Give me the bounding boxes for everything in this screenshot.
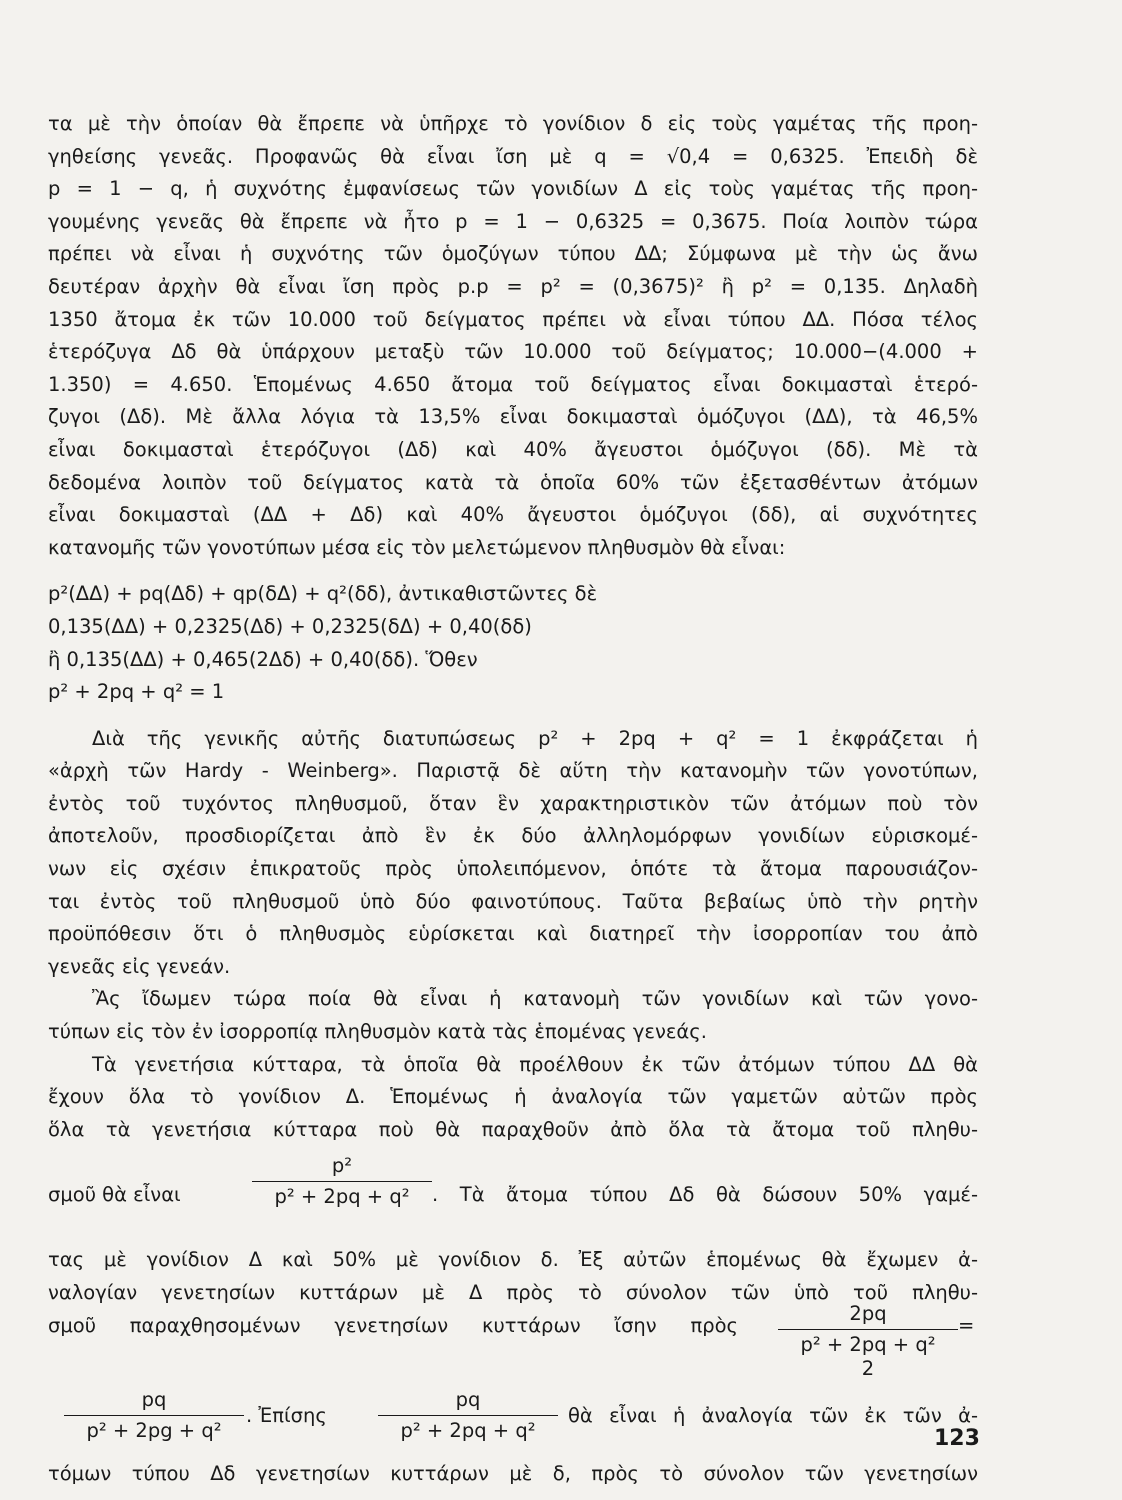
text-line: ται ἐντὸς τοῦ πληθυσμοῦ ὑπὸ δύο φαινοτύπους. Ταῦτα βεβαίως ὑπὸ τὴν ρητὴν xyxy=(48,889,978,913)
text-line: ἀποτελοῦν, προσδιορίζεται ἀπὸ ἓν ἐκ δύο ἀλληλομόρφων γονιδίων εὑρισκομέ- xyxy=(48,824,978,848)
text-line: δεδομένα λοιπὸν τοῦ δείγματος κατὰ τὰ ὁποῖα 60% τῶν ἐξετασθέντων ἀτόμων xyxy=(48,470,978,494)
text-line: κατανομῆς τῶν γονοτύπων μέσα εἰς τὸν μελετώμενον πληθυσμὸν θὰ εἶναι: xyxy=(48,535,786,559)
fraction-row-1 xyxy=(48,1146,978,1244)
paragraph-2 xyxy=(48,723,978,984)
paragraph-5 xyxy=(48,1244,978,1309)
fraction-row-3 xyxy=(48,1380,978,1458)
text-line: ζυγοι (Δδ). Μὲ ἄλλα λόγια τὰ 13,5% εἶναι δοκιμασταὶ ὁμόζυγοι (ΔΔ), τὰ 46,5% xyxy=(48,405,978,429)
fraction xyxy=(64,1388,244,1443)
text-line: «ἀρχὴ τῶν Hardy - Weinberg». Παριστᾷ δὲ αὕτη τὴν κατανομὴν τῶν γονοτύπων, xyxy=(48,759,978,783)
fraction-denominator: p² + 2pq + q² xyxy=(400,1418,536,1442)
text-line: ἑτερόζυγα Δδ θὰ ὑπάρχουν μεταξὺ τῶν 10.000 τοῦ δείγματος; 10.000−(4.000 + xyxy=(48,340,978,364)
equation-line: ἢ 0,135(ΔΔ) + 0,465(2Δδ) + 0,40(δδ). Ὅθεν xyxy=(48,647,478,671)
text-line: εἶναι δοκιμασταὶ ἑτερόζυγοι (Δδ) καὶ 40% ἄγευστοι ὁμόζυγοι (δδ). Μὲ τὰ xyxy=(48,437,978,461)
paragraph-3 xyxy=(48,983,978,1048)
fraction-row-2 xyxy=(48,1301,978,1380)
text-line: τύπων εἰς τὸν ἐν ἰσορροπίᾳ πληθυσμὸν κατὰ τὰς ἑπομένας γενεάς. xyxy=(48,1020,707,1044)
fraction-denominator: p² + 2pg + q² xyxy=(86,1418,222,1442)
text-line: 1.350) = 4.650. Ἑπομένως 4.650 ἄτομα τοῦ δείγματος εἶναι δοκιμασταὶ ἑτερό- xyxy=(48,372,978,396)
fraction-divisor: 2 xyxy=(861,1356,875,1380)
text-line: 1350 ἄτομα ἐκ τῶν 10.000 τοῦ δείγματος πρέπει νὰ εἶναι τύπου ΔΔ. Πόσα τέλος xyxy=(48,307,978,331)
text-line: τας μὲ γονίδιον Δ καὶ 50% μὲ γονίδιον δ. Ἐξ αὐτῶν ἑπομένως θὰ ἔχωμεν ἀ- xyxy=(48,1248,978,1272)
fraction-numerator: pq xyxy=(141,1387,167,1411)
equation-line: p² + 2pq + q² = 1 xyxy=(48,680,225,704)
fraction-lead-text: σμοῦ παραχθησομένων γενετησίων κυττάρων ἴσην πρὸς xyxy=(48,1313,738,1337)
equation-line: p²(ΔΔ) + pq(Δδ) + qp(δΔ) + q²(δδ), ἀντικαθιστῶντες δὲ xyxy=(48,582,598,606)
fraction-tail-text: θὰ εἶναι ἡ ἀναλογία τῶν ἐκ τῶν ἀ- xyxy=(568,1403,978,1427)
text-line: ναλογίαν γενετησίων κυττάρων μὲ Δ πρὸς τὸ σύνολον τῶν ὑπὸ τοῦ πληθυ- xyxy=(48,1281,978,1304)
fraction-denominator: p² + 2pq + q² xyxy=(274,1185,410,1209)
paragraph-1 xyxy=(48,108,978,564)
text-line: γουμένης γενεᾶς θὰ ἔπρεπε νὰ ἦτο p = 1 − 0,6325 = 0,3675. Ποία λοιπὸν τώρα xyxy=(48,209,978,233)
text-line: προϋπόθεσιν ὅτι ὁ πληθυσμὸς εὑρίσκεται καὶ διατηρεῖ τὴν ἰσορροπίαν του ἀπὸ xyxy=(48,922,978,946)
fraction xyxy=(252,1154,432,1209)
text-line: τόμων τύπου Δδ γενετησίων κυττάρων μὲ δ, πρὸς τὸ σύνολον τῶν γενετησίων xyxy=(48,1461,978,1485)
equation-line: 0,135(ΔΔ) + 0,2325(Δδ) + 0,2325(δΔ) + 0,40(δδ) xyxy=(48,614,532,638)
equations-block xyxy=(48,578,978,708)
fraction-middle-text: . Ἐπίσης xyxy=(246,1403,327,1427)
fraction-numerator: pq xyxy=(455,1387,481,1411)
equals-sign: = xyxy=(958,1313,975,1337)
fraction-numerator: 2pq xyxy=(849,1301,887,1325)
fraction xyxy=(378,1388,558,1443)
text-line: p = 1 − q, ἡ συχνότης ἐμφανίσεως τῶν γονιδίων Δ εἰς τοὺς γαμέτας τῆς προη- xyxy=(48,177,978,201)
text-line: γενεᾶς εἰς γενεάν. xyxy=(48,954,231,978)
text-line: ἔχουν ὅλα τὸ γονίδιον Δ. Ἑπομένως ἡ ἀναλογία τῶν γαμετῶν αὐτῶν πρὸς xyxy=(48,1085,978,1109)
page-body xyxy=(48,108,978,1490)
text-line: Τὰ γενετήσια κύτταρα, τὰ ὁποῖα θὰ προέλθουν ἐκ τῶν ἀτόμων τύπου ΔΔ θὰ xyxy=(92,1052,978,1076)
text-line: γηθείσης γενεᾶς. Προφανῶς θὰ εἶναι ἴση μὲ q = √0,4 = 0,6325. Ἐπειδὴ δὲ xyxy=(48,144,978,168)
text-line: εἶναι δοκιμασταὶ (ΔΔ + Δδ) καὶ 40% ἄγευστοι ὁμόζυγοι (δδ), αἱ συχνότητες xyxy=(48,503,978,527)
fraction-tail-text: . Τὰ ἄτομα τύπου Δδ θὰ δώσουν 50% γαμέ- xyxy=(432,1183,978,1207)
fraction-numerator: p² xyxy=(331,1154,353,1178)
paragraph-4 xyxy=(48,1049,978,1147)
text-line: τα μὲ τὴν ὁποίαν θὰ ἔπρεπε νὰ ὑπῆρχε τὸ γονίδιον δ εἰς τοὺς γαμέτας τῆς προη- xyxy=(48,112,978,135)
page-number: 123 xyxy=(934,1426,980,1451)
text-line: νων εἰς σχέσιν ἐπικρατοῦς πρὸς ὑπολειπόμενον, ὁπότε τὰ ἄτομα παρουσιάζον- xyxy=(48,857,978,881)
fraction xyxy=(778,1302,958,1381)
text-line: ὅλα τὰ γενετήσια κύτταρα ποὺ θὰ παραχθοῦν ἀπὸ ὅλα τὰ ἄτομα τοῦ πληθυ- xyxy=(48,1117,978,1141)
fraction-denominator: p² + 2pq + q² xyxy=(800,1332,936,1356)
fraction-lead-text: σμοῦ θὰ εἶναι xyxy=(48,1183,181,1207)
text-line: Διὰ τῆς γενικῆς αὐτῆς διατυπώσεως p² + 2pq + q² = 1 ἐκφράζεται ἡ xyxy=(92,726,978,750)
text-line: ἐντὸς τοῦ τυχόντος πληθυσμοῦ, ὅταν ἓν χαρακτηριστικὸν τῶν ἀτόμων ποὺ τὸν xyxy=(48,791,978,815)
text-line: Ἂς ἴδωμεν τώρα ποία θὰ εἶναι ἡ κατανομὴ τῶν γονιδίων καὶ τῶν γονο- xyxy=(92,987,978,1011)
text-line: πρέπει νὰ εἶναι ἡ συχνότης τῶν ὁμοζύγων τύπου ΔΔ; Σύμφωνα μὲ τὴν ὡς ἄνω xyxy=(48,242,978,266)
text-line: δευτέραν ἀρχὴν θὰ εἶναι ἴση πρὸς p.p = p² = (0,3675)² ἢ p² = 0,135. Δηλαδὴ xyxy=(48,274,978,298)
